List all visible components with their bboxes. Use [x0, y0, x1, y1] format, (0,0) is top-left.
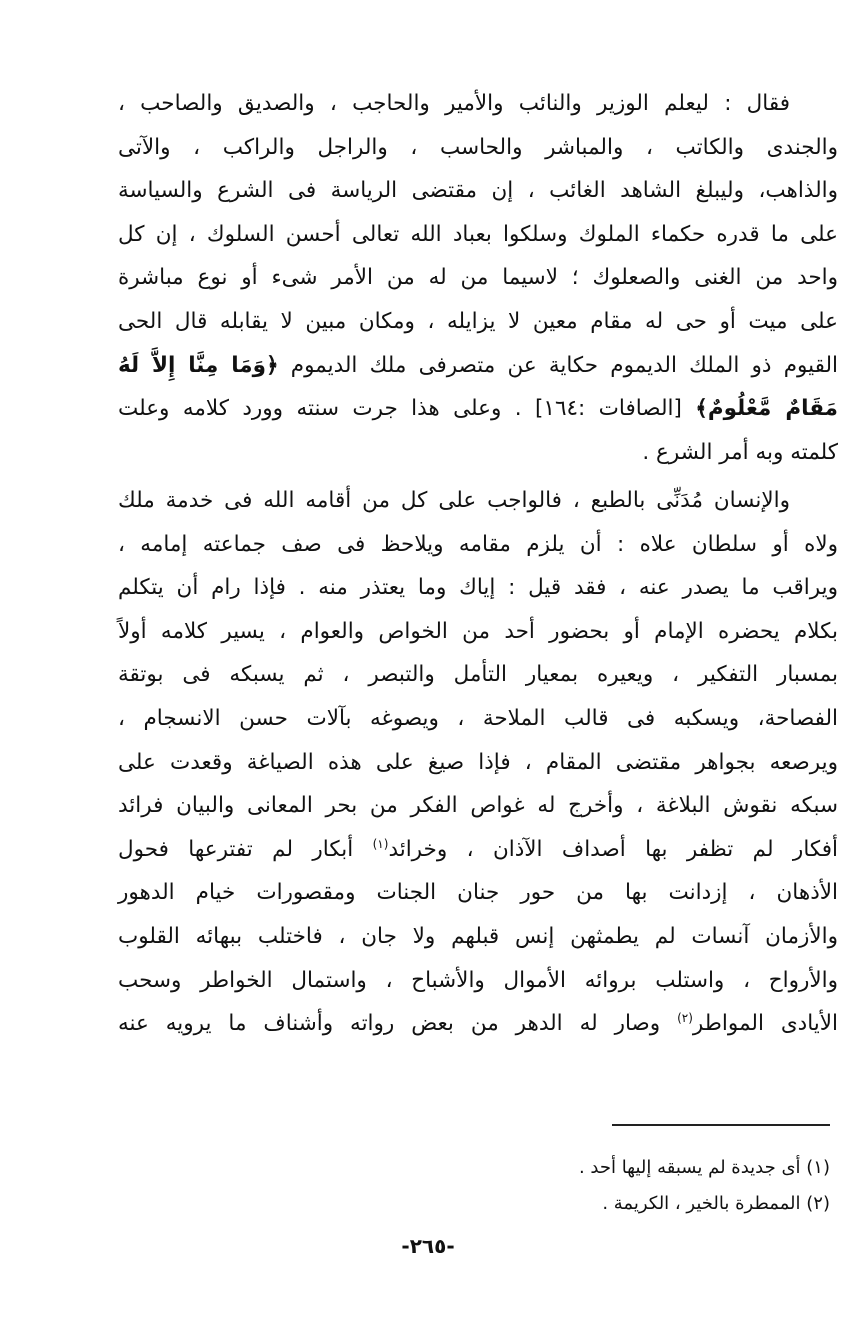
- text-fragment: [الصافات :١٦٤] . وعلى هذا جرت سنته وورد كلامه وعلت: [118, 396, 682, 422]
- text-line: على ما قدره حكماء الملوك وسلكوا بعباد الله تعالى أحسن السلوك ، إن كل: [118, 221, 838, 247]
- text-line: بمسبار التفكير ، ويعيره بمعيار التأمل والتبصر ، ثم يسبكه فى بوتقة: [118, 662, 838, 688]
- text-line: والجندى والكاتب ، والمباشر والحاسب ، والراجل والراكب ، والآتى: [118, 134, 838, 160]
- text-fragment: الأيادى المواطر: [692, 1011, 839, 1037]
- footnote-separator: [612, 1124, 830, 1126]
- footnote-marker-1: (١): [372, 836, 389, 851]
- text-line: فقال : ليعلم الوزير والنائب والأمير والحاجب ، والصديق والصاحب ،: [118, 91, 790, 116]
- footnote-2: (٢) الممطرة بالخير ، الكريمة .: [602, 1193, 830, 1214]
- text-line: الأذهان ، إزدانت بها من حور جنان الجنات ومقصورات خيام الدهور: [118, 880, 838, 906]
- footnote-marker-2: (٢): [677, 1010, 693, 1025]
- text-line: والأزمان آنسات لم يطمثهن إنس قبلهم ولا جان ، فاختلب ببهائه القلوب: [118, 923, 838, 949]
- paragraph-2: [118, 479, 838, 1046]
- text-line: ولاه أو سلطان علاه : أن يلزم مقامه ويلاحظ فى صف جماعته إمامه ،: [118, 531, 838, 557]
- text-line: بكلام يحضره الإمام أو بحضور أحد من الخواص والعوام ، يسير كلامه أولاً: [118, 618, 838, 644]
- text-line: والذاهب، وليبلغ الشاهد الغائب ، إن مقتضى الرياسة فى الشرع والسياسة: [118, 178, 838, 204]
- quran-verse-part: مَقَامٌ مَّعْلُومٌ﴾: [695, 396, 838, 422]
- text-fragment: القيوم ذو الملك الديموم حكاية عن متصرفى ملك الديموم: [290, 352, 838, 378]
- text-fragment: أبكار لم تفترعها فحول: [118, 836, 354, 862]
- footnote-1: (١) أى جديدة لم يسبقه إليها أحد .: [578, 1157, 830, 1178]
- page-number: -٢٦٥-: [401, 1234, 455, 1258]
- text-line: كلمته وبه أمر الشرع .: [642, 439, 838, 465]
- quran-verse-part: ﴿وَمَا مِنَّا إِلاَّ لَهُ: [118, 352, 279, 378]
- text-line: الفصاحة، ويسكبه فى قالب الملاحة ، ويصوغه بآلات حسن الانسجام ،: [118, 705, 838, 731]
- text-line: سبكه نقوش البلاغة ، وأخرج له غواص الفكر من بحر المعانى والبيان فرائد: [118, 793, 838, 819]
- text-fragment: وصار له الدهر من بعض رواته وأشناف ما يرويه عنه: [118, 1011, 661, 1037]
- text-line: [118, 1002, 838, 1046]
- text-line: ويرصعه بجواهر مقتضى المقام ، فإذا صيغ على هذه الصياغة وقعدت على: [118, 749, 838, 775]
- footnotes: [118, 1150, 830, 1222]
- text-line: [118, 344, 838, 388]
- paragraph-1: [118, 82, 838, 474]
- text-line: [118, 828, 838, 872]
- text-fragment: أفكار لم تظفر بها أصداف الآذان ، وخرائد: [388, 836, 838, 862]
- text-line: ويراقب ما يصدر عنه ، فقد قيل : إياك وما يعتذر منه . فإذا رام أن يتكلم: [118, 575, 838, 601]
- text-line: على ميت أو حى له مقام معين لا يزايله ، ومكان مبين لا يقابله قال الحى: [118, 308, 838, 334]
- text-line: والإنسان مُدَنِّى بالطبع ، فالواجب على كل من أقامه الله فى خدمة ملك: [118, 488, 790, 513]
- text-line: واحد من الغنى والصعلوك ؛ لاسيما من له من الأمر شىء أو نوع مباشرة: [118, 265, 838, 291]
- text-line: [118, 387, 838, 431]
- text-line: والأرواح ، واستلب بروائه الأموال والأشباح ، واستمال الخواطر وسحب: [118, 967, 838, 993]
